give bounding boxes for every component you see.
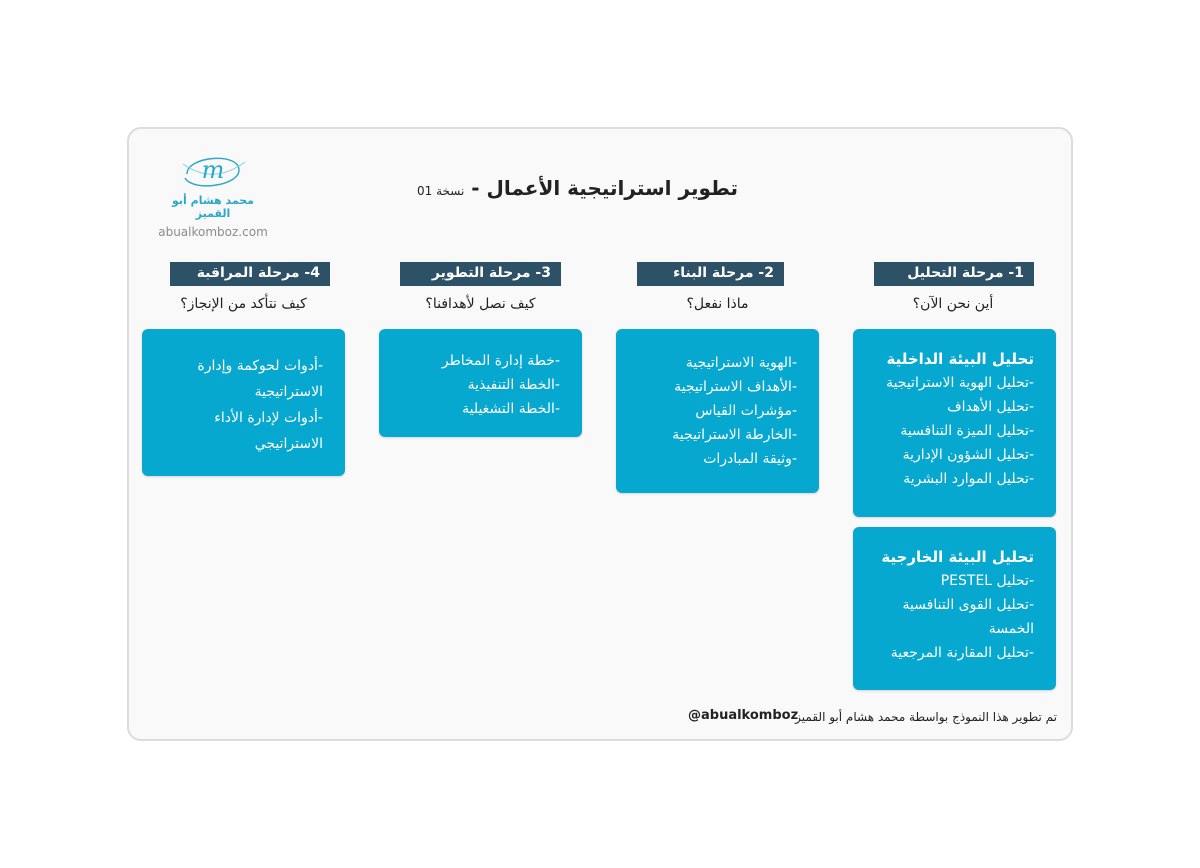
list-item: -الخطة التشغيلية [462,401,560,417]
list-item: -تحليل الميزة التنافسية [900,423,1034,439]
footer-credit: تم تطوير هذا النموذج بواسطة محمد هشام أبو القميز [795,710,1057,724]
list-item: -تحليل الهوية الاستراتيجية [886,375,1034,391]
list-item: -تحليل الأهداف [947,399,1034,415]
list-item: -مؤشرات القياس [695,403,797,419]
phase-4-question: كيف نتأكد من الإنجاز؟ [180,296,307,312]
phase-2-label: 2- مرحلة البناء [637,262,784,286]
box-heading: تحليل البيئة الخارجية [881,548,1034,566]
list-item: -تحليل الموارد البشرية [903,471,1034,487]
list-item: -تحليل المقارنة المرجعية [890,645,1034,661]
list-item: -الخارطة الاستراتيجية [672,427,797,443]
box-heading: تحليل البيئة الداخلية [886,350,1034,368]
phase-1-label: 1- مرحلة التحليل [874,262,1034,286]
phase-2-box [616,329,819,493]
list-item: -تحليل القوى التنافسية الخمسة [902,597,1034,637]
phase-3-label: 3- مرحلة التطوير [400,262,561,286]
title-main: تطوير استراتيجية الأعمال [486,176,738,200]
phase-3-box [379,329,582,437]
list-item: -أدوات لإدارة الأداء الاستراتيجي [214,410,323,452]
logo-circle-icon [173,148,253,192]
brand-logo [158,148,268,239]
list-item: -الهوية الاستراتيجية [685,355,797,371]
page-title: تطوير استراتيجية الأعمال - نسخة 01 [416,176,738,200]
phase-1-internal-box [853,329,1056,517]
list-item: -الأهداف الاستراتيجية [674,379,797,395]
phase-1-external-box [853,527,1056,690]
logo-url: abualkomboz.com [158,225,268,239]
logo-letter: m [201,156,225,184]
phase-2-question: ماذا نفعل؟ [686,296,749,312]
phase-1-question: أين نحن الآن؟ [912,296,994,312]
footer-handle: @abualkomboz [688,708,799,723]
list-item: -وثيقة المبادرات [703,451,797,467]
list-item: -الخطة التنفيذية [467,377,560,393]
phase-4-label: 4- مرحلة المراقبة [170,262,330,286]
list-item: -خطة إدارة المخاطر [441,353,560,369]
list-item: -تحليل PESTEL [940,573,1034,589]
list-item: -تحليل الشؤون الإدارية [902,447,1034,463]
phase-3-question: كيف نصل لأهدافنا؟ [425,296,536,312]
list-item: -أدوات لحوكمة وإدارة الاستراتيجية [197,358,323,400]
title-version: نسخة 01 [416,184,465,198]
phase-4-box [142,329,345,476]
logo-name: محمد هشام أبو القميز [172,194,254,220]
